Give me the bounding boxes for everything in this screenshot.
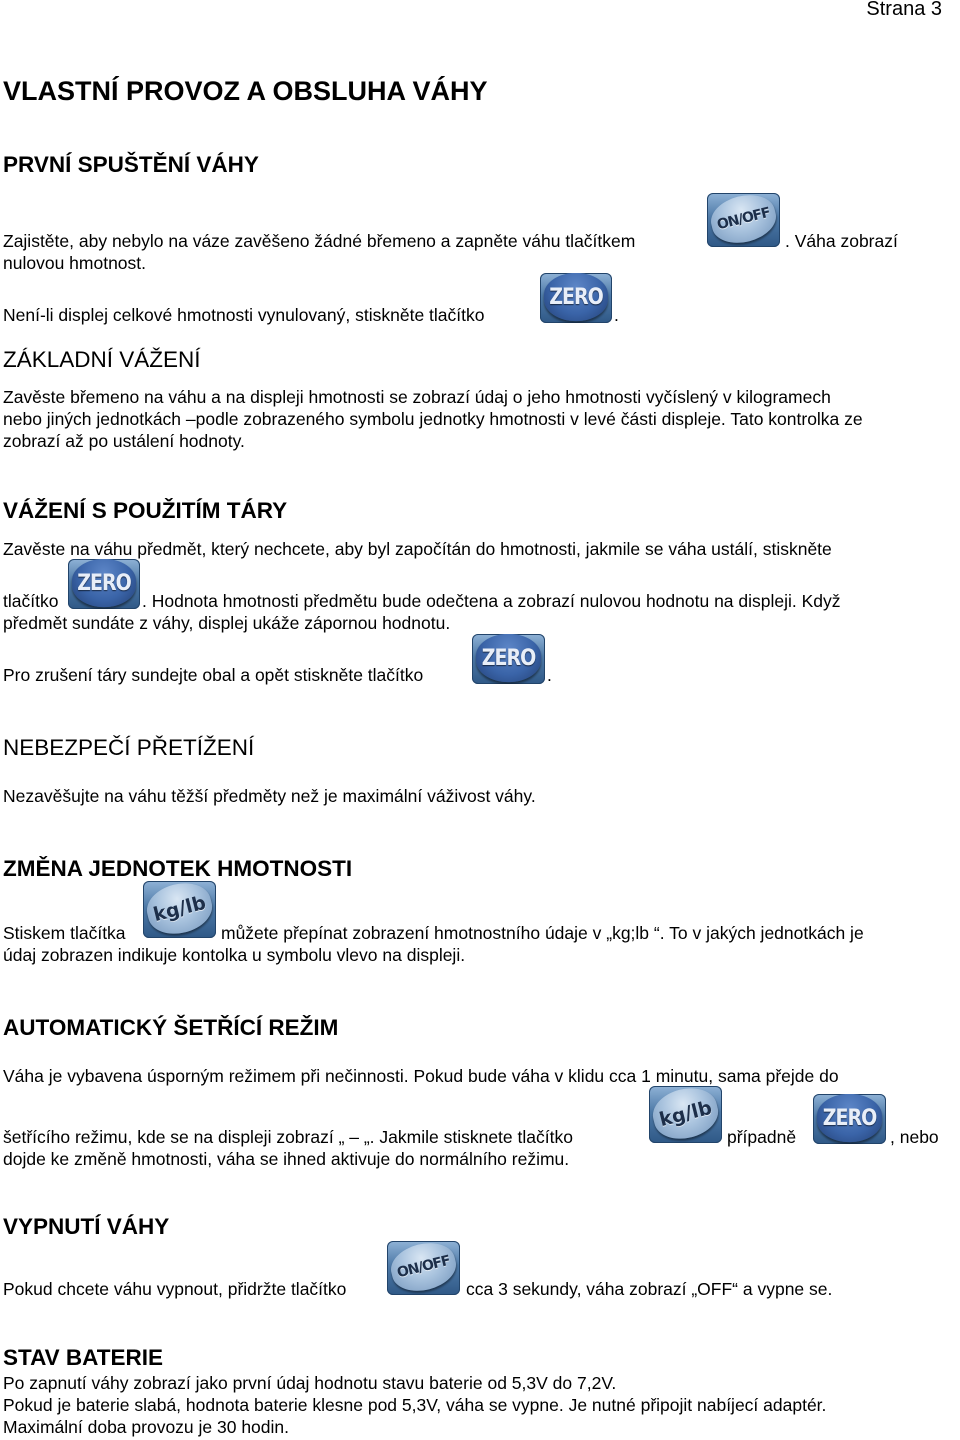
zero-button-icon: ZERO (540, 273, 612, 323)
battery-text-2: Pokud je baterie slabá, hodnota baterie klesne pod 5,3V, váha se vypne. Je nutné připojit nabíjecí adaptér. (3, 1395, 827, 1415)
heading-battery: STAV BATERIE (3, 1345, 164, 1370)
tare-text-2a: tlačítko (3, 591, 59, 611)
battery-text-3: Maximální doba provozu je 30 hodin. (3, 1417, 290, 1437)
kglb-button-icon: kg/lb (143, 881, 216, 938)
units-text-1a: Stiskem tlačítka (3, 923, 126, 943)
tare-text-3: předmět sundáte z váhy, displej ukáže zápornou hodnotu. (3, 613, 451, 633)
auto-text-2a: šetřícího režimu, kde se na displeji zobrazí „ – „. Jakmile stisknete tlačítko (3, 1127, 573, 1147)
basic-text-3: zobrazí až po ustálení hodnoty. (3, 431, 245, 451)
basic-text-2: nebo jiných jednotkách –podle zobrazeného symbolu jednotky hmotnosti v levé části displeje. Tato kontrolka ze (3, 409, 863, 429)
first-start-text-1a: Zajistěte, aby nebylo na váze zavěšeno žádné břemeno a zapněte váhu tlačítkem (3, 231, 636, 251)
tare-text-1: Zavěste na váhu předmět, který nechcete, aby byl započítán do hmotnosti, jakmile se váha ustálí, stiskněte (3, 539, 832, 559)
auto-text-2c: , nebo (890, 1127, 939, 1147)
page-title: VLASTNÍ PROVOZ A OBSLUHA VÁHY (3, 76, 488, 106)
heading-power-off: VYPNUTÍ VÁHY (3, 1214, 170, 1239)
heading-basic-weighing: ZÁKLADNÍ VÁŽENÍ (3, 347, 201, 372)
heading-overload: NEBEZPEČÍ PŘETÍŽENÍ (3, 735, 255, 760)
first-start-text-3b: . (614, 305, 619, 325)
first-start-text-3a: Není-li displej celkové hmotnosti vynulovaný, stiskněte tlačítko (3, 305, 485, 325)
battery-text-1: Po zapnutí váhy zobrazí jako první údaj hodnotu stavu baterie od 5,3V do 7,2V. (3, 1373, 617, 1393)
first-start-text-2: nulovou hmotnost. (3, 253, 147, 273)
auto-text-2b: případně (727, 1127, 797, 1147)
onoff-button-icon: ON/OFF (387, 1241, 460, 1295)
auto-text-3: dojde ke změně hmotnosti, váha se ihned aktivuje do normálního režimu. (3, 1149, 570, 1169)
auto-text-1: Váha je vybavena úsporným režimem při nečinnosti. Pokud bude váha v klidu cca 1 minutu, sama přejde do (3, 1066, 839, 1086)
kglb-button-icon: kg/lb (649, 1086, 722, 1143)
heading-tare: VÁŽENÍ S POUŽITÍM TÁRY (3, 498, 288, 523)
zero-button-icon: ZERO (68, 559, 140, 609)
first-start-text-1b: . Váha zobrazí (785, 231, 898, 251)
heading-first-start: PRVNÍ SPUŠTĚNÍ VÁHY (3, 152, 259, 177)
onoff-button-icon: ON/OFF (707, 193, 780, 247)
page-number: Strana 3 (866, 0, 942, 20)
tare-text-4b: . (547, 665, 552, 685)
zero-button-icon: ZERO (813, 1094, 886, 1144)
overload-text-1: Nezavěšujte na váhu těžší předměty než je maximální váživost váhy. (3, 786, 536, 806)
heading-units: ZMĚNA JEDNOTEK HMOTNOSTI (3, 856, 353, 881)
tare-text-4a: Pro zrušení táry sundejte obal a opět stiskněte tlačítko (3, 665, 424, 685)
heading-auto-sleep: AUTOMATICKÝ ŠETŘÍCÍ REŽIM (3, 1015, 339, 1040)
units-text-2: údaj zobrazen indikuje kontolka u symbolu vlevo na displeji. (3, 945, 466, 965)
tare-text-2b: . Hodnota hmotnosti předmětu bude odečtena a zobrazí nulovou hodnotu na displeji. Když (142, 591, 841, 611)
zero-button-icon: ZERO (472, 634, 545, 684)
off-text-1b: cca 3 sekundy, váha zobrazí „OFF“ a vypne se. (466, 1279, 833, 1299)
basic-text-1: Zavěste břemeno na váhu a na displeji hmotnosti se zobrazí údaj o jeho hmotnosti vyčíslený v kilogramech (3, 387, 831, 407)
off-text-1a: Pokud chcete váhu vypnout, přidržte tlačítko (3, 1279, 347, 1299)
units-text-1b: můžete přepínat zobrazení hmotnostního údaje v „kg;lb “. To v jakých jednotkách je (221, 923, 864, 943)
